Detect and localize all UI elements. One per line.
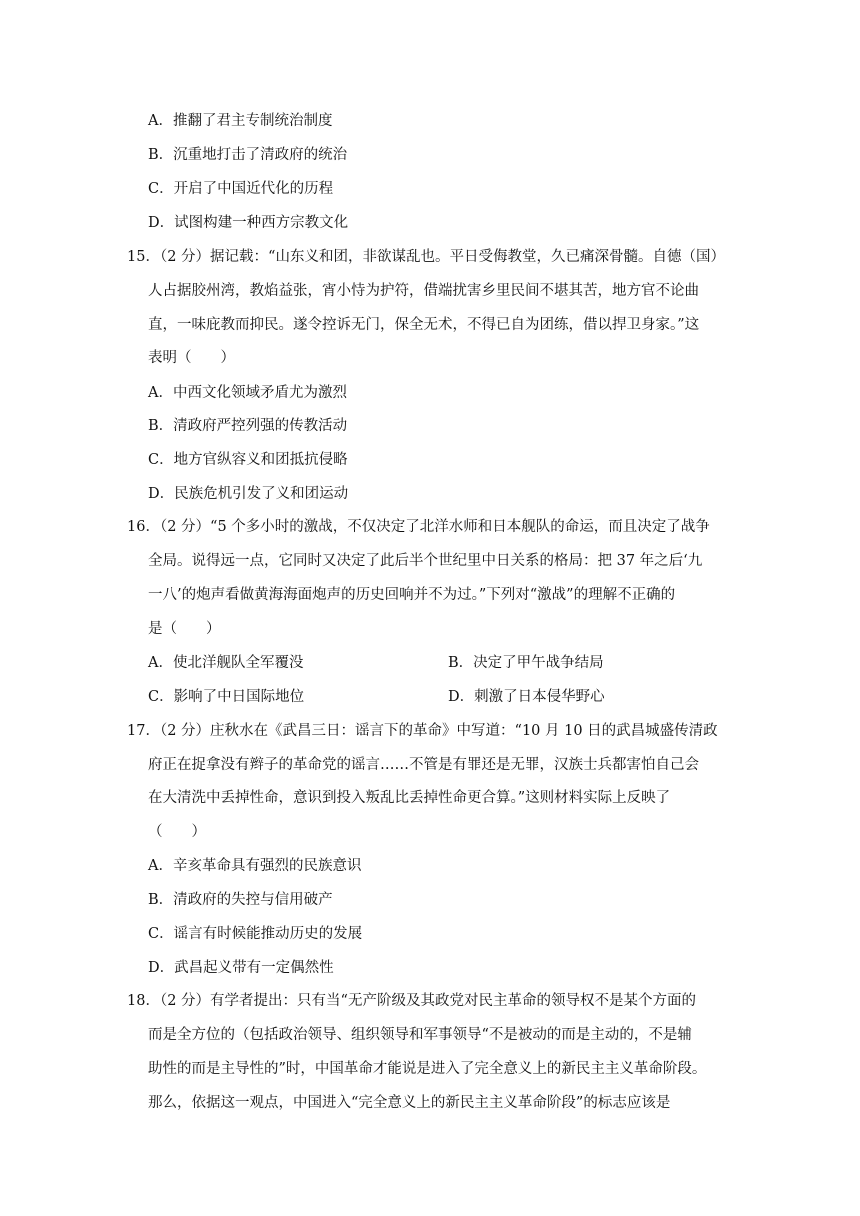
q15-stem-line: 15．（2 分）据记载：“山东义和团，非欲谋乱也。平日受侮教堂，久已痛深骨髓。自德（国） bbox=[127, 249, 725, 265]
q15-stem-line: 人占据胶州湾，教焰益张，宵小恃为护符，借端扰害乡里民间不堪其苦，地方官不论曲 bbox=[148, 283, 699, 299]
q17-stem-line: 在大清洗中丢掉性命，意识到投入叛乱比丢掉性命更合算。”这则材料实际上反映了 bbox=[148, 790, 671, 806]
q15-option-a: A．中西文化领域矛盾尤为激烈 bbox=[148, 385, 347, 401]
q17-option-a: A．辛亥革命具有强烈的民族意识 bbox=[148, 858, 362, 874]
q14-option-b: B．沉重地打击了清政府的统治 bbox=[148, 147, 348, 163]
q15-option-d: D．民族危机引发了义和团运动 bbox=[148, 486, 349, 502]
q16-option-a: A．使北洋舰队全军覆没 bbox=[148, 655, 304, 671]
q15-option-b: B．清政府严控列强的传教活动 bbox=[148, 418, 348, 434]
q16-stem-line: 全局。说得远一点，它同时又决定了此后半个世纪里中日关系的格局：把 37 年之后‘九 bbox=[148, 553, 703, 569]
q14-option-a: A．推翻了君主专制统治制度 bbox=[148, 113, 333, 129]
q16-option-c: C．影响了中日国际地位 bbox=[148, 689, 305, 705]
q14-option-d: D．试图构建一种西方宗教文化 bbox=[148, 215, 349, 231]
q16-stem-line: 一八’的炮声看做黄海海面炮声的历史回响并不为过。”下列对“激战”的理解不正确的 bbox=[148, 587, 676, 603]
q16-option-d: D．刺激了日本侵华野心 bbox=[448, 689, 605, 705]
q16-stem-line: 是（ ） bbox=[148, 621, 221, 637]
q14-option-c: C．开启了中国近代化的历程 bbox=[148, 181, 334, 197]
q17-option-c: C．谣言有时候能推动历史的发展 bbox=[148, 926, 363, 942]
q17-stem-line: 17．（2 分）庄秋水在《武昌三日：谣言下的革命》中写道：“10 月 10 日的武昌城盛传清政 bbox=[127, 723, 718, 739]
q17-option-b: B．清政府的失控与信用破产 bbox=[148, 892, 333, 908]
q15-stem-line: 直，一味庇教而抑民。遂令控诉无门，保全无术，不得已自为团练，借以捍卫身家。”这 bbox=[148, 317, 700, 333]
q17-option-d: D．武昌起义带有一定偶然性 bbox=[148, 960, 334, 976]
q15-stem-line: 表明（ ） bbox=[148, 350, 235, 366]
q18-stem-line: 那么，依据这一观点，中国进入“完全意义上的新民主主义革命阶段”的标志应该是 bbox=[148, 1095, 671, 1111]
q16-option-b: B．决定了甲午战争结局 bbox=[448, 655, 604, 671]
q17-stem-line: （ ） bbox=[148, 824, 206, 840]
q18-stem-line: 18．（2 分）有学者提出：只有当“无产阶级及其政党对民主革命的领导权不是某个方面的 bbox=[127, 993, 696, 1009]
q18-stem-line: 而是全方位的（包括政治领导、组织领导和军事领导“不是被动的而是主动的，不是辅 bbox=[148, 1027, 692, 1043]
q16-stem-line: 16．（2 分）“5 个多小时的激战，不仅决定了北洋水师和日本舰队的命运，而且决定了战争 bbox=[127, 519, 710, 535]
q18-stem-line: 助性的而是主导性的”时，中国革命才能说是进入了完全意义上的新民主主义革命阶段。 bbox=[148, 1061, 707, 1077]
q15-option-c: C．地方官纵容义和团抵抗侵略 bbox=[148, 452, 348, 468]
q17-stem-line: 府正在捉拿没有辫子的革命党的谣言……不管是有罪还是无罪，汉族士兵都害怕自己会 bbox=[148, 757, 699, 773]
